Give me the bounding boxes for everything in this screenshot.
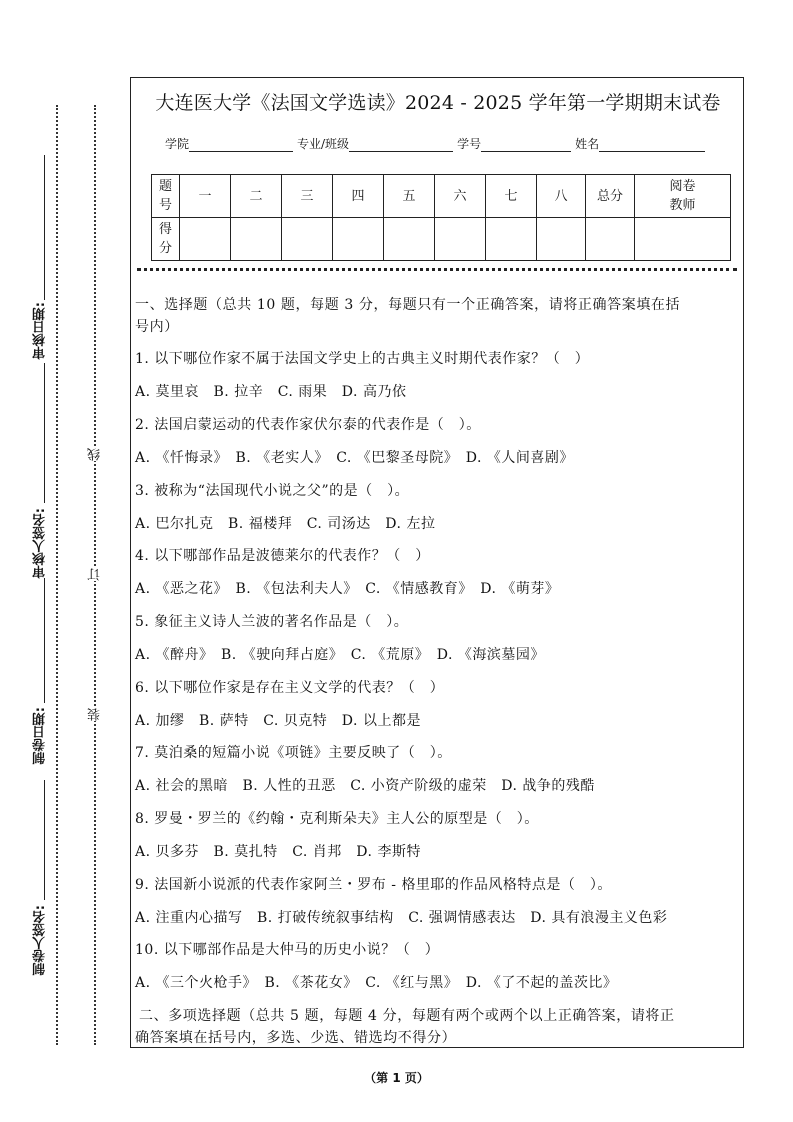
question-3: 3. 被称为“法国现代小说之父”的是（ ）。 [135, 483, 410, 499]
options-4: A. 《恶之花》 B. 《包法利夫人》 C. 《情感教育》 D. 《萌芽》 [135, 581, 560, 597]
score-cell-3[interactable] [282, 218, 333, 261]
score-cell-7[interactable] [486, 218, 537, 261]
score-cell-grader[interactable] [635, 218, 731, 261]
major-class-label: 专业/班级 [297, 137, 350, 151]
score-table-score-row [152, 218, 731, 261]
score-table [151, 174, 731, 261]
options-3: A. 巴尔扎克 B. 福楼拜 C. 司汤达 D. 左拉 [135, 516, 436, 532]
name-label: 姓名 [575, 137, 600, 151]
question-9: 9. 法国新小说派的代表作家阿兰・罗布 - 格里耶的作品风格特点是（ ）。 [135, 877, 612, 893]
college-label: 学院 [165, 137, 190, 151]
score-table-header-row [152, 175, 731, 218]
options-9: A. 注重内心描写 B. 打破传统叙事结构 C. 强调情感表达 D. 具有浪漫主义色彩 [135, 910, 668, 926]
score-cell-total[interactable] [586, 218, 635, 261]
question-7: 7. 莫泊桑的短篇小说《项链》主要反映了（ ）。 [135, 745, 452, 761]
binding-mark-staple: 订 [88, 568, 103, 581]
grader-head: 阅卷 教师 [635, 175, 731, 218]
question-number-head: 题 号 [152, 175, 180, 218]
col-5: 五 [384, 175, 435, 218]
score-cell-6[interactable] [435, 218, 486, 261]
question-2: 2. 法国启蒙运动的代表作家伏尔泰的代表作是（ ）。 [135, 417, 481, 433]
question-1: 1. 以下哪位作家不属于法国文学史上的古典主义时期代表作家？（ ） [135, 351, 590, 367]
binding-mark-fold: 装 [88, 708, 103, 721]
options-5: A. 《醉舟》 B. 《驶向拜占庭》 C. 《荒原》 D. 《海滨墓园》 [135, 647, 545, 663]
options-8: A. 贝多芬 B. 莫扎特 C. 肖邦 D. 李斯特 [135, 844, 421, 860]
name-field[interactable] [599, 139, 705, 152]
score-cell-4[interactable] [333, 218, 384, 261]
college-field[interactable] [189, 139, 293, 152]
make-date-label: 制卷日期: [33, 707, 48, 765]
exam-frame [130, 77, 744, 1048]
question-5: 5. 象征主义诗人兰波的著名作品是（ ）。 [135, 614, 409, 630]
options-2: A. 《忏悔录》 B. 《老实人》 C. 《巴黎圣母院》 D. 《人间喜剧》 [135, 450, 574, 466]
section2-heading-line1: 二、多项选择题（总共 5 题，每题 4 分，每题有两个或两个以上正确答案，请将正 [139, 1008, 675, 1024]
review-date-label: 审核日期: [33, 302, 48, 360]
section2-heading-line2: 确答案填在括号内，多选、少选、错选均不得分） [135, 1030, 457, 1046]
student-id-field[interactable] [481, 139, 571, 152]
score-head: 得 分 [152, 218, 180, 261]
make-date-line [44, 578, 45, 703]
score-cell-2[interactable] [231, 218, 282, 261]
col-6: 六 [435, 175, 486, 218]
col-3: 三 [282, 175, 333, 218]
reviewer-sign-line [44, 363, 45, 503]
question-10: 10. 以下哪部作品是大仲马的历史小说？（ ） [135, 942, 440, 958]
score-cell-8[interactable] [537, 218, 586, 261]
question-6: 6. 以下哪位作家是存在主义文学的代表？（ ） [135, 680, 445, 696]
binding-dotted-line-outer [56, 105, 58, 1045]
section1-heading-line1: 一、选择题（总共 10 题，每题 3 分，每题只有一个正确答案，请将正确答案填在括 [135, 297, 681, 313]
major-class-field[interactable] [349, 139, 453, 152]
question-8: 8. 罗曼・罗兰的《约翰・克利斯朵夫》主人公的原型是（ ）。 [135, 811, 539, 827]
student-info-row [165, 135, 709, 152]
col-8: 八 [537, 175, 586, 218]
options-7: A. 社会的黑暗 B. 人性的丑恶 C. 小资产阶级的虚荣 D. 战争的残酷 [135, 778, 595, 794]
score-cell-1[interactable] [180, 218, 231, 261]
page-number: （第 1 页） [364, 1071, 429, 1085]
section1-heading-line2: 号内） [135, 319, 179, 335]
student-id-label: 学号 [457, 137, 482, 151]
maker-sign-label: 制卷人签名: [33, 905, 48, 976]
options-10: A. 《三个火枪手》 B. 《茶花女》 C. 《红与黑》 D. 《了不起的盖茨比》 [135, 975, 618, 991]
binding-mark-line: 线 [88, 448, 103, 461]
col-1: 一 [180, 175, 231, 218]
col-2: 二 [231, 175, 282, 218]
question-4: 4. 以下哪部作品是波德莱尔的代表作？（ ） [135, 548, 430, 564]
col-7: 七 [486, 175, 537, 218]
col-4: 四 [333, 175, 384, 218]
options-6: A. 加缪 B. 萨特 C. 贝克特 D. 以上都是 [135, 713, 421, 729]
col-total: 总分 [586, 175, 635, 218]
dotted-separator [137, 268, 737, 271]
reviewer-sign-label: 审核人签名: [33, 508, 48, 579]
options-1: A. 莫里哀 B. 拉辛 C. 雨果 D. 高乃依 [135, 384, 407, 400]
exam-title: 大连医大学《法国文学选读》2024 - 2025 学年第一学期期末试卷 [155, 92, 721, 114]
review-date-line [44, 155, 45, 300]
score-cell-5[interactable] [384, 218, 435, 261]
maker-sign-line [44, 780, 45, 900]
